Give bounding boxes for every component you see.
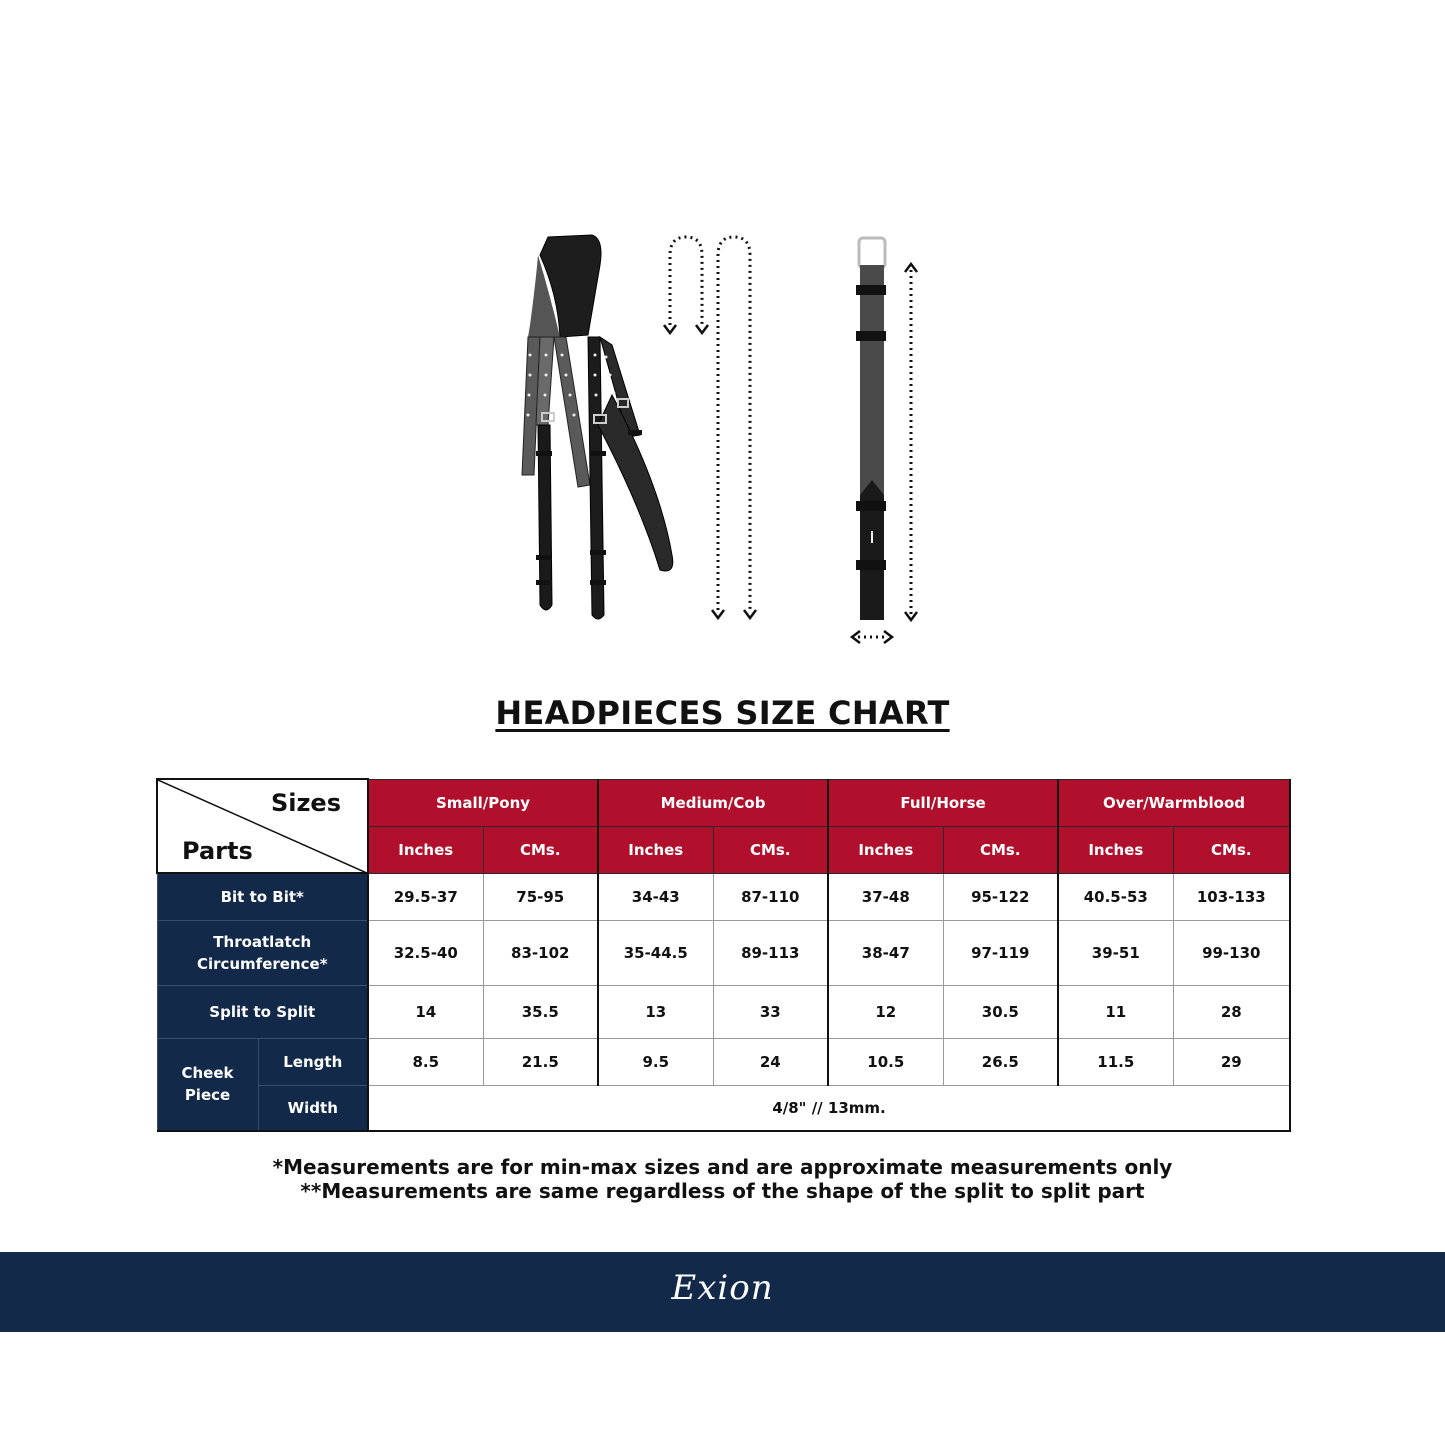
table-cell: 35-44.5: [598, 920, 713, 985]
table-cell: 38-47: [828, 920, 943, 985]
unit-header: Inches: [598, 826, 713, 873]
table-cell: 26.5: [943, 1038, 1058, 1085]
table-cell: 28: [1173, 985, 1290, 1038]
size-header: Small/Pony: [368, 779, 598, 826]
table-cell: 95-122: [943, 873, 1058, 920]
table-cell: 37-48: [828, 873, 943, 920]
table-cell: 32.5-40: [368, 920, 483, 985]
row-label-width: Width: [258, 1085, 368, 1131]
table-cell: 35.5: [483, 985, 598, 1038]
table-cell: 75-95: [483, 873, 598, 920]
table-cell: 99-130: [1173, 920, 1290, 985]
sizes-label: Sizes: [270, 789, 341, 817]
table-cell: 34-43: [598, 873, 713, 920]
brand-logo: Exion: [671, 1268, 774, 1308]
parts-label: Parts: [182, 837, 253, 865]
table-cell: 11.5: [1058, 1038, 1173, 1085]
size-header: Over/Warmblood: [1058, 779, 1290, 826]
table-cell: 11: [1058, 985, 1173, 1038]
row-label-bit-to-bit: Bit to Bit*: [157, 873, 368, 920]
table-cell: 9.5: [598, 1038, 713, 1085]
table-cell: 40.5-53: [1058, 873, 1173, 920]
row-label-split: Split to Split: [157, 985, 368, 1038]
unit-header: CMs.: [1173, 826, 1290, 873]
footer-band: [0, 1252, 1445, 1332]
table-cell: 97-119: [943, 920, 1058, 985]
table-cell: 33: [713, 985, 828, 1038]
row-label-line: Throatlatch: [213, 932, 312, 951]
table-cell: 29: [1173, 1038, 1290, 1085]
unit-header: CMs.: [713, 826, 828, 873]
table-cell: 10.5: [828, 1038, 943, 1085]
table-cell: 24: [713, 1038, 828, 1085]
unit-header: CMs.: [483, 826, 598, 873]
row-label-line: Circumference*: [196, 954, 328, 973]
buckle-icon: [859, 238, 885, 268]
row-label-cheek-piece: [157, 1038, 258, 1131]
table-cell: 29.5-37: [368, 873, 483, 920]
row-label-line: Cheek: [181, 1064, 234, 1083]
unit-header: CMs.: [943, 826, 1058, 873]
table-cell: 103-133: [1173, 873, 1290, 920]
footnote: *Measurements are for min-max sizes and are approximate measurements only: [272, 1155, 1173, 1179]
unit-header: Inches: [828, 826, 943, 873]
headpiece-illustration: [500, 225, 940, 655]
size-chart-table: [156, 778, 1291, 1132]
row-label-throatlatch: [157, 920, 368, 985]
table-cell: 30.5: [943, 985, 1058, 1038]
footnote: **Measurements are same regardless of the shape of the split to split part: [300, 1179, 1145, 1203]
unit-header: Inches: [368, 826, 483, 873]
row-label-line: Piece: [184, 1086, 231, 1105]
table-cell: 21.5: [483, 1038, 598, 1085]
row-label-length: Length: [258, 1038, 368, 1085]
table-cell: 39-51: [1058, 920, 1173, 985]
table-cell: 14: [368, 985, 483, 1038]
unit-header: Inches: [1058, 826, 1173, 873]
width-value-cell: 4/8" // 13mm.: [368, 1085, 1290, 1131]
table-cell: 8.5: [368, 1038, 483, 1085]
table-cell: 13: [598, 985, 713, 1038]
table-cell: 12: [828, 985, 943, 1038]
table-cell: 87-110: [713, 873, 828, 920]
table-cell: 89-113: [713, 920, 828, 985]
chart-title: HEADPIECES SIZE CHART: [495, 694, 950, 732]
table-cell: 83-102: [483, 920, 598, 985]
corner-header: [157, 779, 368, 873]
size-header: Medium/Cob: [598, 779, 828, 826]
size-header: Full/Horse: [828, 779, 1058, 826]
footnotes: [0, 1155, 1445, 1203]
